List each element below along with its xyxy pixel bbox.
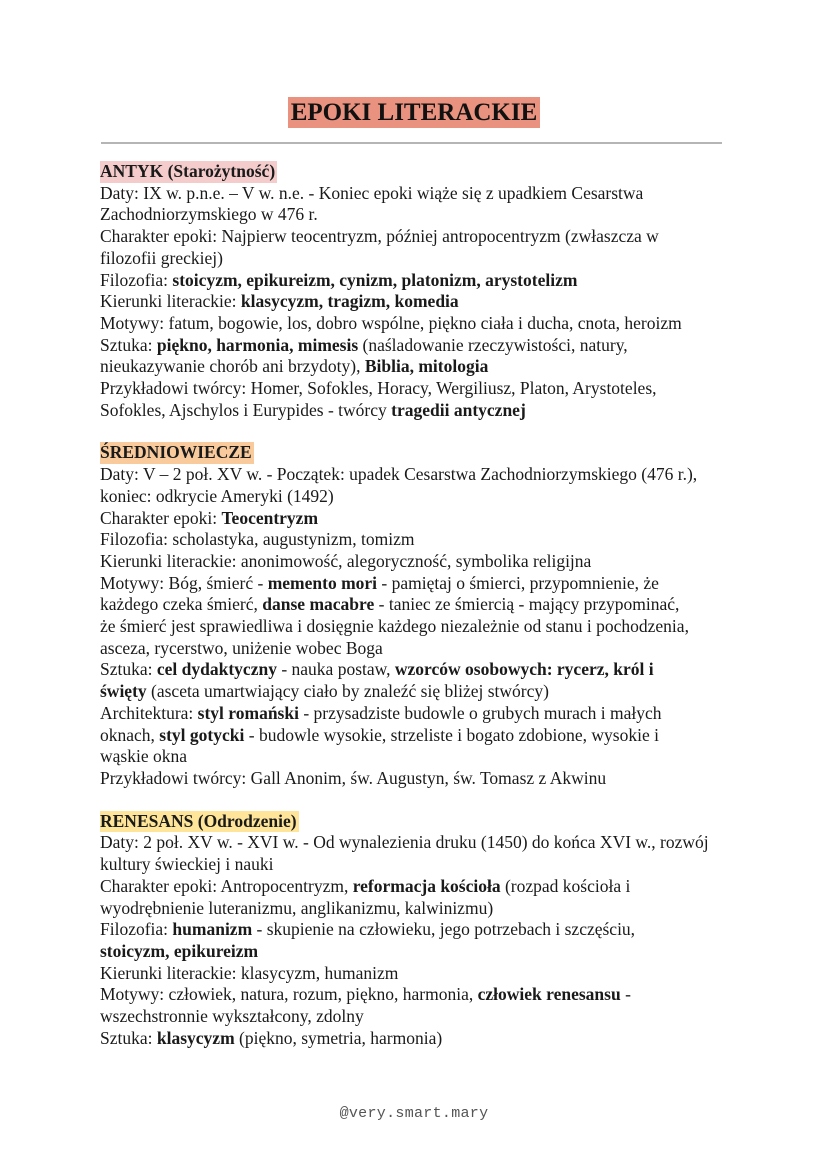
text-line <box>100 746 740 768</box>
text: (rozpad kościoła i <box>500 875 631 896</box>
section-0 <box>100 161 740 421</box>
text: oknach, <box>100 724 160 745</box>
text-line <box>100 898 740 920</box>
text: kultury świeckiej i nauki <box>100 854 274 875</box>
text: - taniec ze śmiercią - mający przypominać, <box>374 594 680 615</box>
bold-text: humanizm <box>172 919 253 940</box>
text-line <box>100 659 740 681</box>
text: Charakter epoki: Najpierw teocentryzm, później antropocentryzm (zwłaszcza w <box>100 226 659 247</box>
text-line <box>100 573 740 595</box>
bold-text: wzorców osobowych: rycerz, król i <box>394 659 654 680</box>
author-handle: @very.smart.mary <box>339 1105 489 1122</box>
text-line <box>100 508 740 530</box>
text: Daty: IX w. p.n.e. – V w. n.e. - Koniec epoki wiąże się z upadkiem Cesarstwa <box>100 182 644 203</box>
text-line <box>100 400 740 422</box>
text-line <box>100 725 740 747</box>
text: że śmierć jest sprawiedliwa i dosięgnie każdego niezależnie od stanu i pochodzenia, <box>100 616 689 637</box>
text-line <box>100 832 740 854</box>
text-line <box>100 963 740 985</box>
bold-text: danse macabre <box>262 594 375 615</box>
text-line <box>100 919 740 941</box>
divider <box>101 142 722 144</box>
text: (naśladowanie rzeczywistości, natury, <box>358 334 628 355</box>
text: (asceta umartwiający ciało by znaleźć się bliżej stwórcy) <box>146 681 549 702</box>
text-line <box>100 313 740 335</box>
text: Kierunki literackie: anonimowość, alegoryczność, symbolika religijna <box>100 550 592 571</box>
text-line <box>100 529 740 551</box>
text-line <box>100 183 740 205</box>
text: Sztuka: <box>100 334 157 355</box>
text: - skupienie na człowieku, jego potrzebach i szczęściu, <box>252 919 636 940</box>
text-line <box>100 291 740 313</box>
text: Sztuka: <box>100 659 157 680</box>
text-line <box>100 1028 740 1050</box>
bold-text: styl gotycki <box>159 724 245 745</box>
text: Charakter epoki: Antropocentryzm, <box>100 875 353 896</box>
text: Filozofia: <box>100 919 173 940</box>
text-line <box>100 681 740 703</box>
text-line <box>100 638 740 660</box>
text: wąskie okna <box>100 746 187 767</box>
text-line <box>100 204 740 226</box>
text-line <box>100 1006 740 1028</box>
bold-text: tragedii antycznej <box>391 399 526 420</box>
text: Filozofia: <box>100 269 173 290</box>
text: Charakter epoki: <box>100 507 222 528</box>
text: każdego czeka śmierć, <box>100 594 263 615</box>
section-2 <box>100 811 740 1050</box>
text-line <box>100 356 740 378</box>
text-line <box>100 335 740 357</box>
bold-text: stoicyzm, epikureizm <box>100 940 259 961</box>
bold-text: piękno, harmonia, mimesis <box>156 334 359 355</box>
text: Sofokles, Ajschylos i Eurypides - twórcy <box>100 399 392 420</box>
text: nieukazywanie chorób ani brzydoty), <box>100 356 365 377</box>
text: Przykładowi twórcy: Homer, Sofokles, Horacy, Wergiliusz, Platon, Arystoteles, <box>100 378 657 399</box>
text: Architektura: <box>100 702 198 723</box>
bold-text: cel dydaktyczny <box>156 659 277 680</box>
document-body <box>100 161 740 1070</box>
section-heading: RENESANS (Odrodzenie) <box>100 810 297 831</box>
text-line <box>100 876 740 898</box>
text: Zachodniorzymskiego w 476 r. <box>100 204 318 225</box>
text: - przysadziste budowle o grubych murach i małych <box>298 702 662 723</box>
text-line <box>100 616 740 638</box>
text-line <box>100 703 740 725</box>
text: Kierunki literackie: <box>100 291 241 312</box>
text-line <box>100 378 740 400</box>
bold-text: reformacja kościoła <box>352 875 501 896</box>
text-line <box>100 551 740 573</box>
bold-text: człowiek renesansu <box>477 984 621 1005</box>
section-heading: ŚREDNIOWIECZE <box>100 442 252 463</box>
title-wrap <box>0 97 828 128</box>
bold-text: stoicyzm, epikureizm, cynizm, platonizm, arystotelizm <box>172 269 578 290</box>
bold-text: styl romański <box>197 702 299 723</box>
section-1 <box>100 442 740 789</box>
page-title: EPOKI LITERACKIE <box>288 97 541 128</box>
text: - <box>620 984 631 1005</box>
text: Filozofia: scholastyka, augustynizm, tomizm <box>100 529 415 550</box>
bold-text: święty <box>100 681 147 702</box>
bold-text: klasycyzm <box>156 1027 235 1048</box>
text: filozofii greckiej) <box>100 247 223 268</box>
text: Motywy: fatum, bogowie, los, dobro wspólne, piękno ciała i ducha, cnota, heroizm <box>100 312 682 333</box>
text-line <box>100 984 740 1006</box>
bold-text: Biblia, mitologia <box>364 356 489 377</box>
text-line <box>100 594 740 616</box>
bold-text: klasycyzm, tragizm, komedia <box>240 291 459 312</box>
text-line <box>100 486 740 508</box>
text: Motywy: człowiek, natura, rozum, piękno, harmonia, <box>100 984 478 1005</box>
bold-text: memento mori <box>267 572 378 593</box>
text-line <box>100 464 740 486</box>
text-line <box>100 226 740 248</box>
text: Sztuka: <box>100 1027 157 1048</box>
text: Daty: V – 2 poł. XV w. - Początek: upadek Cesarstwa Zachodniorzymskiego (476 r.), <box>100 464 698 485</box>
bold-text: Teocentryzm <box>221 507 319 528</box>
text: wyodrębnienie luteranizmu, anglikanizmu, kalwinizmu) <box>100 897 494 918</box>
text: - pamiętaj o śmierci, przypomnienie, że <box>377 572 659 593</box>
text: koniec: odkrycie Ameryki (1492) <box>100 485 334 506</box>
text-line <box>100 854 740 876</box>
text: - budowle wysokie, strzeliste i bogato zdobione, wysokie i <box>244 724 659 745</box>
text-line <box>100 941 740 963</box>
text-line <box>100 248 740 270</box>
section-heading: ANTYK (Starożytność) <box>100 161 276 181</box>
text: - nauka postaw, <box>276 659 395 680</box>
text: asceza, rycerstwo, uniżenie wobec Boga <box>100 637 383 658</box>
text: Kierunki literackie: klasycyzm, humanizm <box>100 962 399 983</box>
text: wszechstronnie wykształcony, zdolny <box>100 1006 364 1027</box>
text: Daty: 2 poł. XV w. - XVI w. - Od wynalezienia druku (1450) do końca XVI w., rozwój <box>100 832 709 853</box>
text-line <box>100 768 740 790</box>
text: Przykładowi twórcy: Gall Anonim, św. Augustyn, św. Tomasz z Akwinu <box>100 767 607 788</box>
text: (piękno, symetria, harmonia) <box>234 1027 443 1048</box>
text: Motywy: Bóg, śmierć - <box>100 572 268 593</box>
text-line <box>100 270 740 292</box>
